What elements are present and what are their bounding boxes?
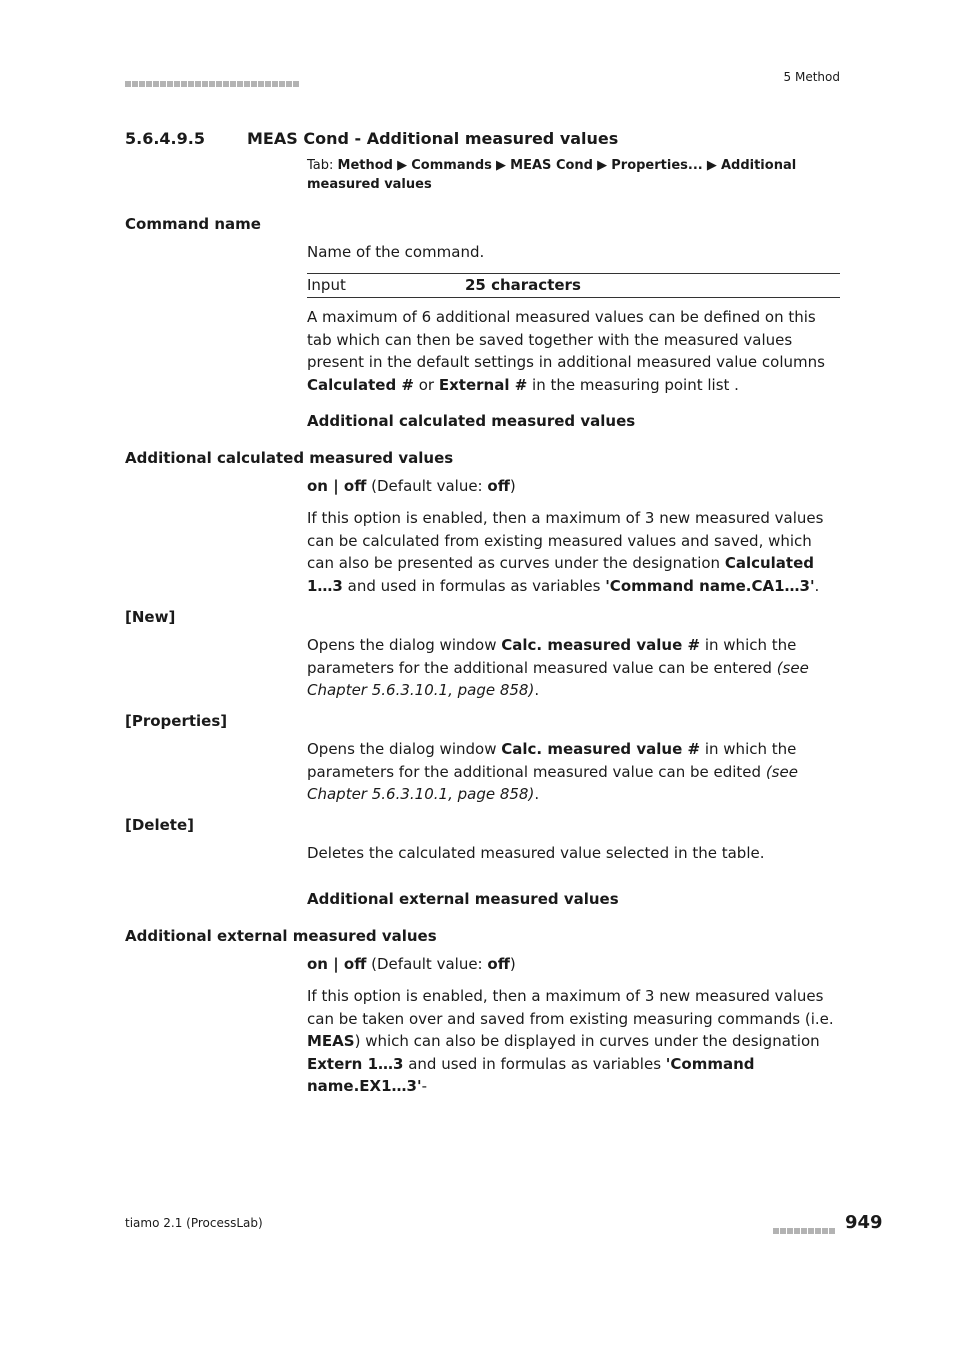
delete-button-label: [Delete] — [125, 816, 194, 834]
tab-path-additional: Additional measured values — [307, 158, 797, 192]
tab-path-commands: Commands — [411, 158, 492, 173]
tab-path-method: Method — [337, 158, 393, 173]
command-name-desc: Name of the command. — [307, 243, 485, 261]
arrow-icon: ▶ — [393, 158, 412, 173]
header-decoration — [125, 73, 300, 92]
properties-button-label: [Properties] — [125, 712, 228, 730]
calc-para: If this option is enabled, then a maximum of 3 new measured values can be calculated from existing measured values and saved, which can also be presented as curves under the designation Calculated 1…3 and used in formulas as variables 'Command name.CA1…3'. — [307, 509, 824, 595]
page-number: 949 — [845, 1212, 883, 1233]
tab-path — [307, 156, 840, 194]
tab-path-properties: Properties... — [611, 158, 703, 173]
input-key: Input — [307, 276, 346, 294]
tab-path-meas-cond: MEAS Cond — [510, 158, 593, 173]
command-name-label: Command name — [125, 215, 261, 233]
ext-options: on | off (Default value: off) — [307, 955, 516, 973]
chapter-link[interactable]: (see Chapter 5.6.3.10.1, page 858) — [307, 762, 798, 804]
calc-label: Additional calculated measured values — [125, 449, 454, 467]
input-table — [307, 273, 840, 298]
command-name-para: A maximum of 6 additional measured values can be defined on this tab which can then be saved together with the measured values present in the default settings in additional measured value columns Calculated # or External # in the measuring point list . — [307, 308, 825, 394]
arrow-icon: ▶ — [592, 158, 612, 173]
input-value: 25 characters — [465, 276, 581, 294]
arrow-icon: ▶ — [702, 158, 721, 173]
section-number: 5.6.4.9.5 — [125, 129, 205, 148]
chapter-header: 5 Method — [783, 70, 840, 84]
arrow-icon: ▶ — [491, 158, 511, 173]
new-button-desc: Opens the dialog window Calc. measured value # in which the parameters for the additional measured value can be entered (see Chapter 5.6.3.10.1, page 858). — [307, 636, 809, 700]
calc-options: on | off (Default value: off) — [307, 477, 516, 495]
footer-product: tiamo 2.1 (ProcessLab) — [125, 1216, 263, 1230]
chapter-link[interactable]: (see Chapter 5.6.3.10.1, page 858) — [307, 658, 809, 700]
ext-label: Additional external measured values — [125, 927, 437, 945]
calc-subheading: Additional calculated measured values — [307, 412, 636, 430]
ext-subheading: Additional external measured values — [307, 890, 619, 908]
footer-decoration — [773, 1220, 836, 1239]
ext-para: If this option is enabled, then a maximum of 3 new measured values can be taken over and saved from existing measuring commands (i.e. MEAS) which can also be displayed in curves under the designation Extern 1…3 and used in formulas as variables 'Command name.EX1…3'- — [307, 987, 834, 1096]
tab-prefix: Tab: — [307, 158, 338, 173]
properties-button-desc: Opens the dialog window Calc. measured value # in which the parameters for the additional measured value can be edited (see Chapter 5.6.3.10.1, page 858). — [307, 740, 798, 804]
delete-button-desc: Deletes the calculated measured value selected in the table. — [307, 844, 765, 862]
new-button-label: [New] — [125, 608, 176, 626]
section-title: MEAS Cond - Additional measured values — [247, 129, 619, 148]
